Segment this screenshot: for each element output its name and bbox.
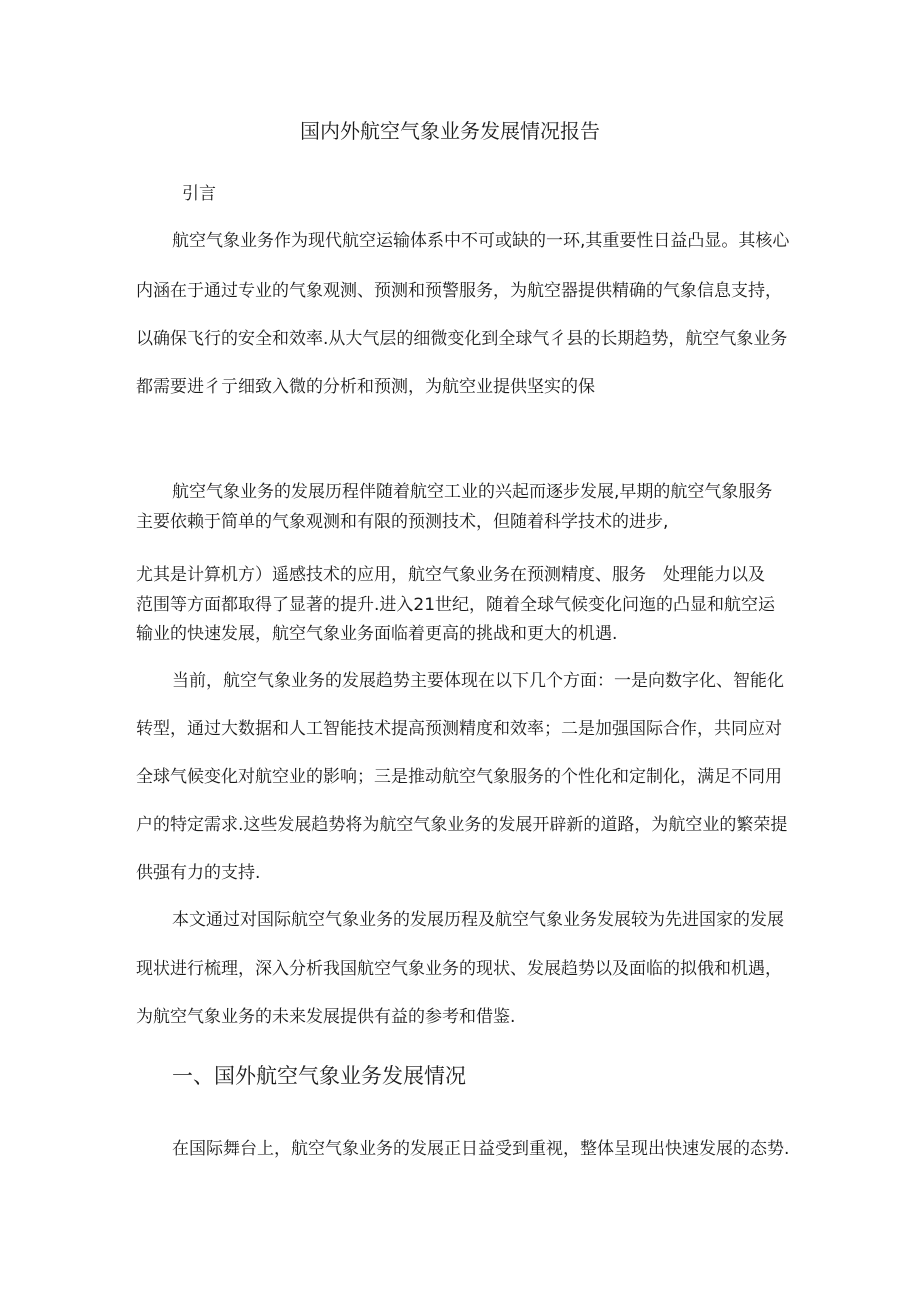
paragraph-line: 本文通过对国际航空气象业务的发展历程及航空气象业务发展较为先进国家的发展 [172,910,784,930]
paragraph-line: 为航空气象业务的未来发展提供有益的参考和借鉴. [136,1007,516,1027]
paragraph-line: 尤其是计算机方）遥感技术的应用，航空气象业务在预测精度、服务 处理能力以及 [136,565,765,585]
paragraph-line: 户的特定需求.这些发展趋势将为航空气象业务的发展开辟新的道路，为航空业的繁荣提 [136,815,788,835]
paragraph-line: 全球气候变化对航空业的影响；三是推动航空气象服务的个性化和定制化，满足不同用 [136,767,782,787]
paragraph-line: 航空气象业务的发展历程伴随着航空工业的兴起而逐步发展,早期的航空气象服务 [172,482,773,502]
paragraph-line: 主要依赖于简单的气象观测和有限的预测技术，但随着科学技术的进步, [136,512,669,532]
paragraph-line: 当前，航空气象业务的发展趋势主要体现在以下几个方面：一是向数字化、智能化 [172,671,784,691]
paragraph-line: 航空气象业务作为现代航空运输体系中不可或缺的一环,其重要性日益凸显。其核心 [172,231,790,251]
paragraph-line: 都需要进彳亍细致入微的分析和预测，为航空业提供坚实的保 [136,377,595,397]
paragraph-line: 转型，通过大数据和人工智能技术提高预测精度和效率；二是加强国际合作，共同应对 [136,719,782,739]
intro-heading: 引言 [182,184,216,204]
document-title: 国内外航空气象业务发展情况报告 [300,119,600,143]
section-paragraph: 在国际舞台上，航空气象业务的发展正日益受到重视，整体呈现出快速发展的态势. [172,1139,790,1159]
section-heading: 一、国外航空气象业务发展情况 [172,1064,466,1088]
paragraph-line: 供强有力的支持. [136,863,261,883]
paragraph-line: 以确保飞行的安全和效率.从大气层的细微变化到全球气彳县的长期趋势，航空气象业务 [136,329,788,349]
paragraph-line: 范围等方面都取得了显著的提升.进入21世纪，随着全球气候变化问迤的凸显和航空运 [136,595,776,615]
paragraph-line: 现状进行梳理，深入分析我国航空气象业务的现状、发展趋势以及面临的拟俄和机遇， [136,959,782,979]
paragraph-line: 输业的快速发展，航空气象业务面临着更高的挑战和更大的机遇. [136,624,618,644]
paragraph-line: 内涵在于通过专业的气象观测、预测和预警服务，为航空器提供精确的气象信息支持， [136,281,782,301]
